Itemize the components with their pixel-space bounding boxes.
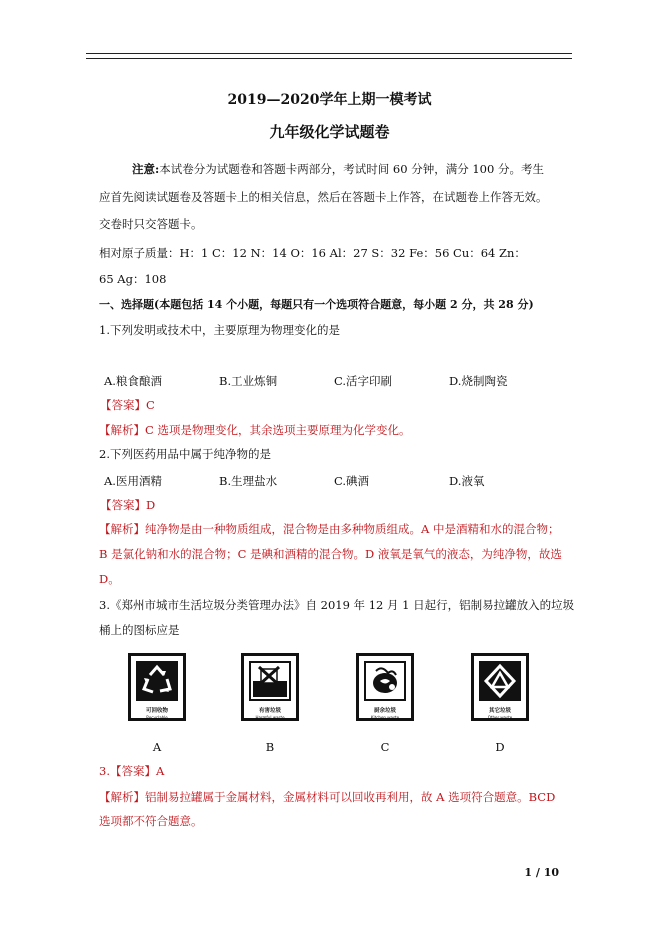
q1-stem: 1.下列发明或技术中，主要原理为物理变化的是 xyxy=(99,323,340,337)
q2-option-d: D.液氧 xyxy=(449,474,485,488)
kitchen-bin-icon xyxy=(356,653,414,721)
q3-stem-line-1: 3.《郑州市城市生活垃圾分类管理办法》自 2019 年 12 月 1 日起行，铝制易拉罐放入的垃圾 xyxy=(99,598,575,612)
q1-option-c: C.活字印刷 xyxy=(334,374,393,388)
atomic-mass-line-1: 相对原子质量：H：1 C：12 N：14 O：16 Al：27 S：32 Fe：56 Cu：64 Zn： xyxy=(99,246,526,260)
recyclable-bin-icon xyxy=(128,653,186,721)
q3-analysis-line-1: 【解析】铝制易拉罐属于金属材料，金属材料可以回收再利用，故 A 选项符合题意。BCD xyxy=(99,790,556,804)
notice-label: 注意: xyxy=(132,162,160,176)
q1-option-b: B.工业炼铜 xyxy=(219,374,278,388)
q3-stem-line-2: 桶上的图标应是 xyxy=(99,623,180,637)
other-waste-icon xyxy=(479,661,521,701)
other-bin-icon xyxy=(471,653,529,721)
bin-label-a: A xyxy=(152,740,162,754)
atomic-mass-line-2: 65 Ag：108 xyxy=(99,272,167,286)
bin-label-c: C xyxy=(380,740,390,754)
kitchen-waste-icon xyxy=(366,663,404,699)
header-rule-bottom xyxy=(86,58,572,59)
harmful-bin-icon xyxy=(241,653,299,721)
header-rule-top xyxy=(86,53,572,54)
q1-answer: 【答案】C xyxy=(100,398,155,412)
q1-analysis: 【解析】C 选项是物理变化，其余选项主要原理为化学变化。 xyxy=(99,423,411,437)
bin-d-cn: 其它垃圾 xyxy=(488,708,511,714)
q1-option-a: A.粮食酿酒 xyxy=(104,374,162,388)
q2-analysis-line-1: 【解析】纯净物是由一种物质组成，混合物是由多种物质组成。A 中是酒精和水的混合物； xyxy=(99,522,560,536)
notice-text-1: 本试卷分为试题卷和答题卡两部分，考试时间 60 分钟，满分 100 分。考生 xyxy=(159,162,544,176)
q2-option-c: C.碘酒 xyxy=(334,474,370,488)
q2-answer: 【答案】D xyxy=(100,498,156,512)
bin-b-en: Harmful waste xyxy=(255,715,285,720)
notice-line-1 xyxy=(132,162,544,176)
q2-option-a: A.医用酒精 xyxy=(104,474,162,488)
bin-c-cn: 厨余垃圾 xyxy=(373,708,396,714)
notice-line-3: 交卷时只交答题卡。 xyxy=(99,217,203,231)
q2-analysis-line-2: B 是氯化钠和水的混合物；C 是碘和酒精的混合物。D 液氧是氧气的液态，为纯净物，故选 xyxy=(99,547,562,561)
recycle-arrows-icon xyxy=(136,661,178,701)
q2-analysis-line-3: D。 xyxy=(99,572,120,586)
q2-stem: 2.下列医药用品中属于纯净物的是 xyxy=(99,447,271,461)
section-heading: 一、选择题(本题包括 14 个小题，每题只有一个选项符合题意，每小题 2 分，共 28 分) xyxy=(99,298,534,311)
bin-a-cn: 可回收物 xyxy=(145,708,168,714)
harmful-battery-icon xyxy=(251,663,289,699)
notice-line-2: 应首先阅读试题卷及答题卡上的相关信息，然后在答题卡上作答，在试题卷上作答无效。 xyxy=(99,190,548,204)
exam-subtitle: 九年级化学试题卷 xyxy=(269,123,390,141)
bin-label-d: D xyxy=(495,740,505,754)
bin-a-en: Recyclable xyxy=(146,715,168,720)
q1-option-d: D.烧制陶瓷 xyxy=(449,374,508,388)
q3-answer: 3.【答案】A xyxy=(99,764,165,778)
bin-b-cn: 有害垃圾 xyxy=(258,708,281,714)
q2-option-b: B.生理盐水 xyxy=(219,474,278,488)
exam-title: 2019—2020学年上期一模考试 xyxy=(227,92,432,108)
q3-analysis-line-2: 选项都不符合题意。 xyxy=(99,814,203,828)
bin-c-en: Kitchen waste xyxy=(370,715,400,720)
bin-d-en: Other waste xyxy=(487,715,513,720)
page-number: 1 / 10 xyxy=(524,866,559,879)
bin-label-b: B xyxy=(265,740,275,754)
